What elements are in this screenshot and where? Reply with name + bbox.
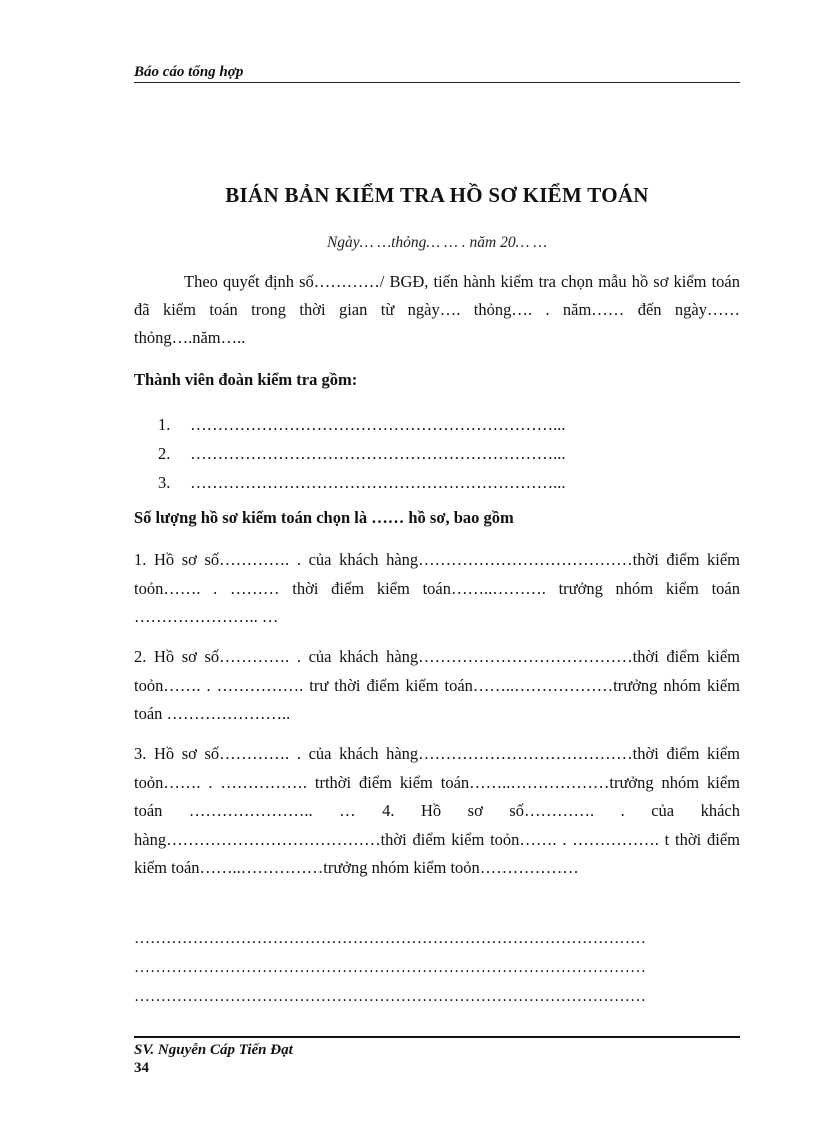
member-list — [158, 410, 718, 497]
list-item-blank: …………………………………………………………... — [190, 415, 566, 434]
running-header: Báo cáo tổng hợp — [134, 64, 244, 80]
record-entry-3: 3. Hồ sơ số…………. . của khách hàng…………………………………thời điểm kiểm toỏn……. . ……………. trthời điểm kiểm toán……..………………trưởng nhóm kiểm toán ………………….. … 4. Hồ sơ số…………. . của khách hàng…………………………………thời điểm kiểm toỏn……. . ……………. t thời điểm kiểm toán……..……………trưởng nhóm kiểm toỏn……………… — [134, 744, 740, 877]
header-divider — [134, 82, 740, 83]
list-item-number: 1. — [158, 415, 171, 434]
members-heading: Thành viên đoàn kiểm tra gồm: — [134, 370, 358, 389]
list-item-number: 2. — [158, 444, 171, 463]
blank-lines — [134, 924, 740, 1011]
footer-divider — [134, 1036, 740, 1038]
record-entry-1: 1. Hồ sơ số…………. . của khách hàng…………………………………thời điểm kiểm toỏn……. . ……… thời điểm kiểm toán……..………. trưởng nhóm kiểm toán ………………….. … — [134, 550, 740, 626]
list-item-blank: …………………………………………………………... — [190, 444, 566, 463]
date-line: Ngày… …thỏng… … . năm 20… … — [326, 234, 548, 251]
blank-line: …………………………………………………………………………………… — [134, 988, 646, 1005]
list-item-blank: …………………………………………………………... — [190, 473, 566, 492]
list-item-number: 3. — [158, 473, 171, 492]
list-item — [158, 410, 718, 439]
record-entry-2: 2. Hồ sơ số…………. . của khách hàng…………………………………thời điểm kiểm toỏn……. . ……………. trư thời điểm kiểm toán……..………………trưởng nhóm kiểm toán ………………….. — [134, 647, 740, 723]
intro-paragraph: Theo quyết định số…………/ BGĐ, tiến hành kiểm tra chọn mẫu hồ sơ kiểm toán đã kiểm toán trong thời gian từ ngày…. thỏng…. . năm…… đến ngày……thỏng….năm….. — [134, 272, 740, 347]
blank-line: …………………………………………………………………………………… — [134, 930, 646, 947]
document-title: BIÁN BẢN KIỂM TRA HỒ SƠ KIỂM TOÁN — [225, 183, 649, 207]
records-count-heading: Số lượng hồ sơ kiểm toán chọn là …… hồ sơ, bao gồm — [134, 508, 514, 527]
blank-line: …………………………………………………………………………………… — [134, 959, 646, 976]
list-item — [158, 468, 718, 497]
footer-author: SV. Nguyễn Cáp Tiến Đạt — [134, 1042, 293, 1058]
page-number: 34 — [134, 1060, 149, 1076]
list-item — [158, 439, 718, 468]
